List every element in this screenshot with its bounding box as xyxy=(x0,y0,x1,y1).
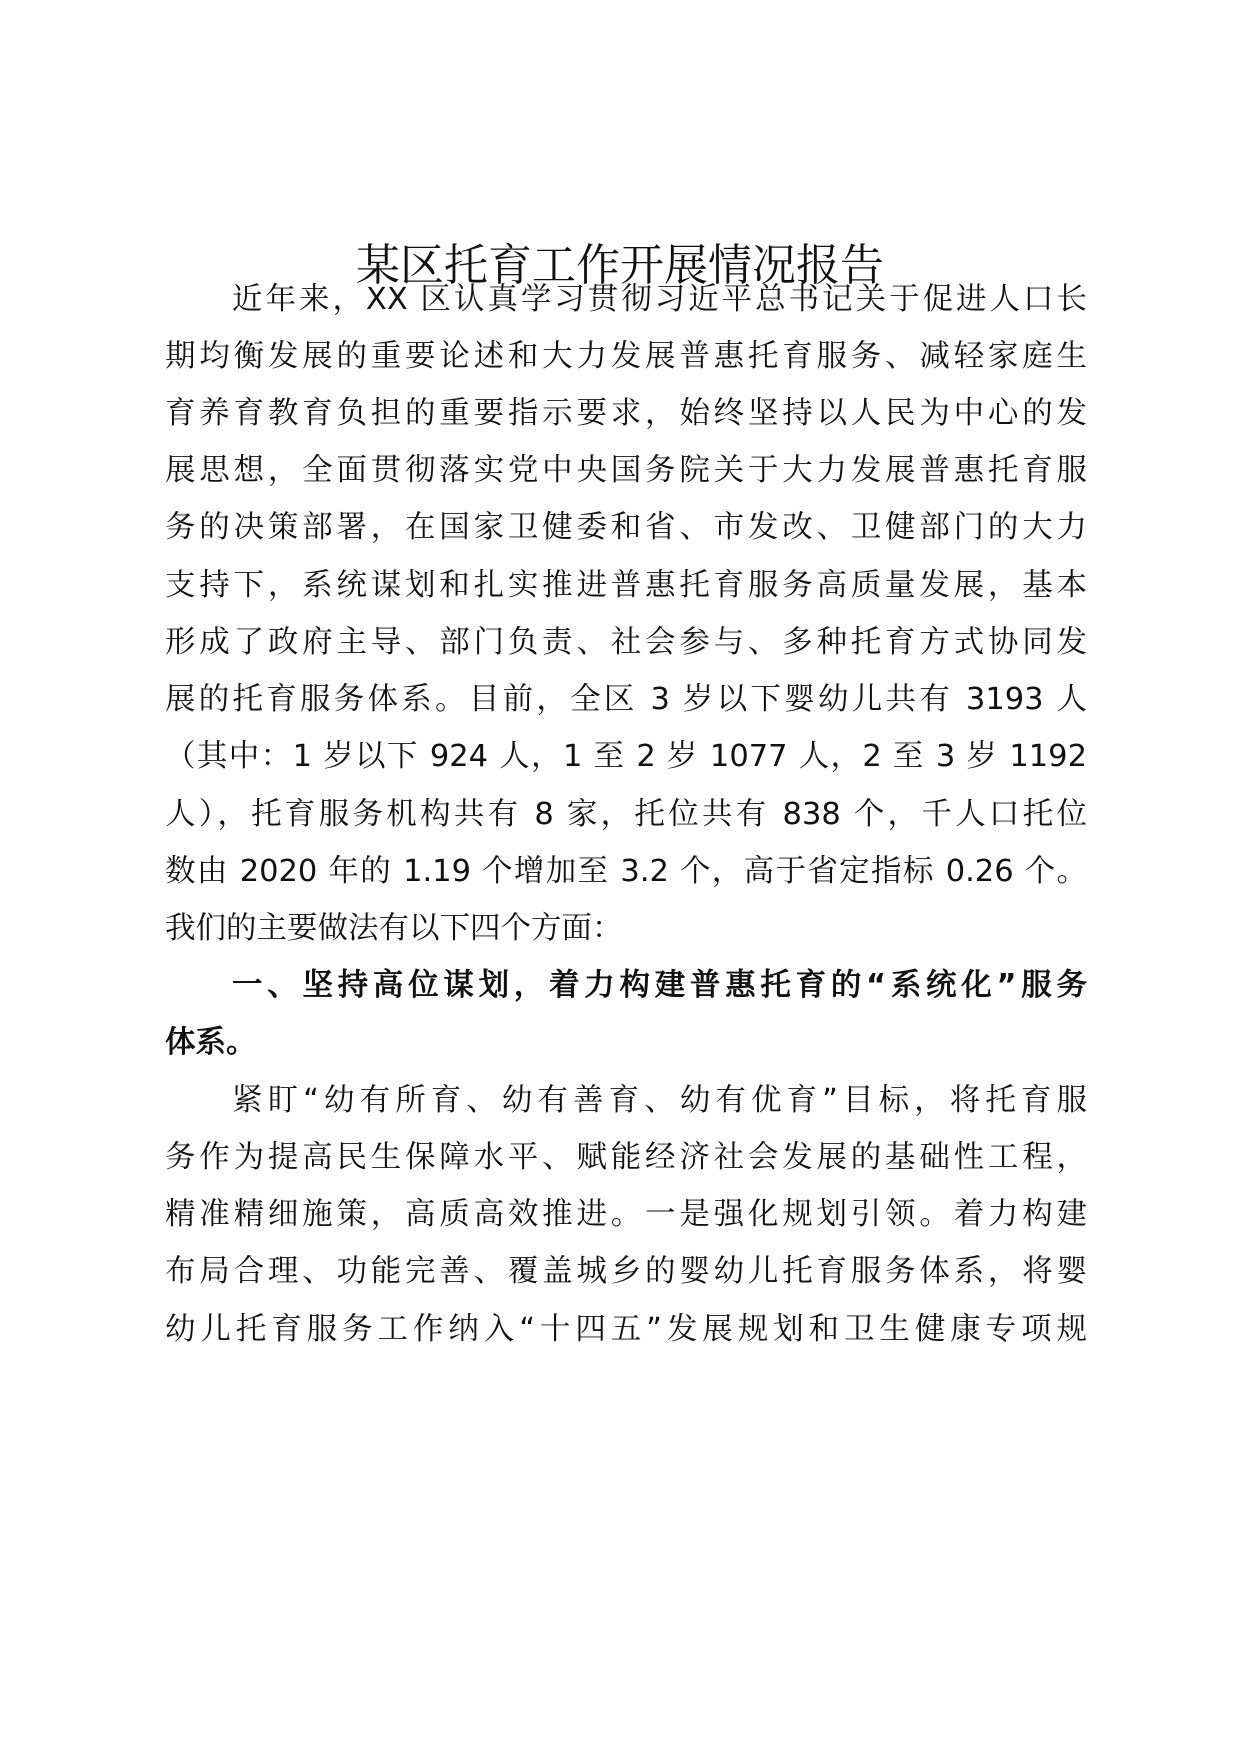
paragraph-line: 精准精细施策，高质高效推进。一是强化规划引领。着力构建 xyxy=(165,1197,1087,1232)
paragraph-line: 展思想，全面贯彻落实党中央国务院关于大力发展普惠托育服 xyxy=(165,453,1087,488)
paragraph-line: 人），托育服务机构共有 8 家，托位共有 838 个，千人口托位 xyxy=(165,797,1087,832)
paragraph-line: 幼儿托育服务工作纳入“十四五”发展规划和卫生健康专项规 xyxy=(165,1312,1087,1347)
paragraph-line: 育养育教育负担的重要指示要求，始终坚持以人民为中心的发 xyxy=(165,396,1087,431)
paragraph-line: 紧盯“幼有所育、幼有善育、幼有优育”目标，将托育服 xyxy=(232,1083,1087,1118)
paragraph-line: 期均衡发展的重要论述和大力发展普惠托育服务、减轻家庭生 xyxy=(165,339,1087,374)
paragraph-line: 支持下，系统谋划和扎实推进普惠托育服务高质量发展，基本 xyxy=(165,568,1087,603)
document-title: 某区托育工作开展情况报告 xyxy=(356,240,884,291)
paragraph-line: 展的托育服务体系。目前，全区 3 岁以下婴幼儿共有 3193 人 xyxy=(165,682,1087,717)
paragraph-line: 务的决策部署，在国家卫健委和省、市发改、卫健部门的大力 xyxy=(165,510,1087,545)
section-heading: 体系。 xyxy=(165,1025,257,1060)
section-heading: 一、坚持高位谋划，着力构建普惠托育的“系统化”服务 xyxy=(232,968,1087,1003)
paragraph-line: 务作为提高民生保障水平、赋能经济社会发展的基础性工程， xyxy=(165,1140,1087,1175)
paragraph-line: 数由 2020 年的 1.19 个增加至 3.2 个，高于省定指标 0.26 个。 xyxy=(165,854,1087,889)
paragraph-line: 布局合理、功能完善、覆盖城乡的婴幼儿托育服务体系，将婴 xyxy=(165,1254,1087,1289)
paragraph-line: 我们的主要做法有以下四个方面： xyxy=(165,911,623,946)
paragraph-line: 形成了政府主导、部门负责、社会参与、多种托育方式协同发 xyxy=(165,625,1087,660)
paragraph-line: 近年来，XX 区认真学习贯彻习近平总书记关于促进人口长 xyxy=(232,282,1087,317)
paragraph-line: （其中：1 岁以下 924 人，1 至 2 岁 1077 人，2 至 3 岁 1192 xyxy=(165,739,1087,774)
